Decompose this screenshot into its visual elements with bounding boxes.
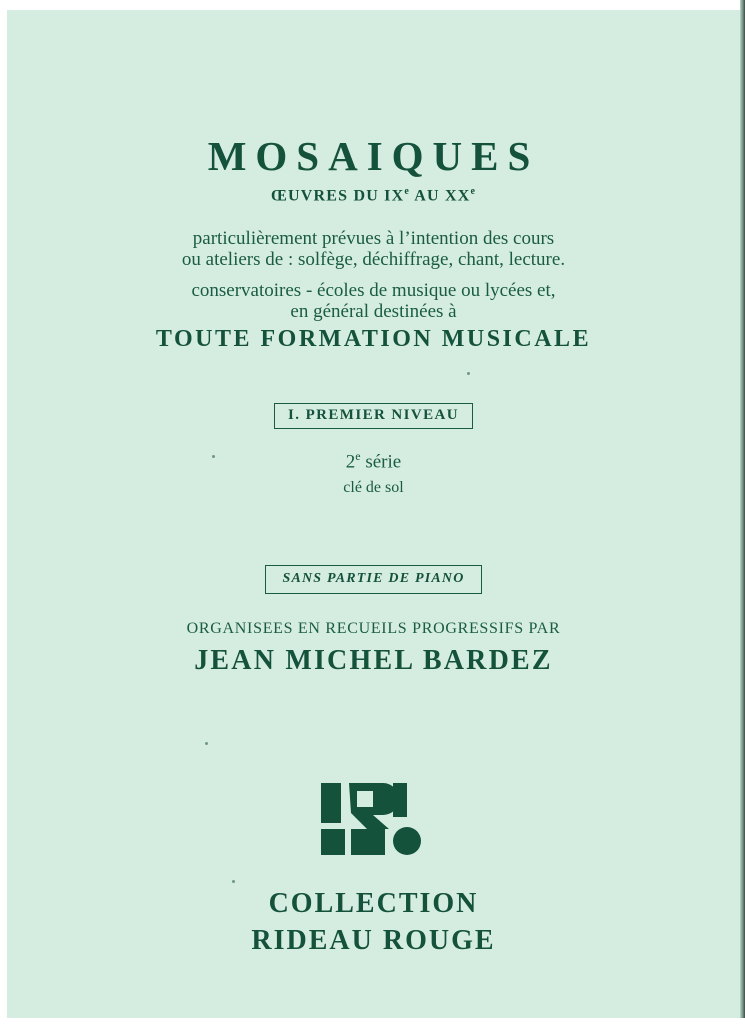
series-ordinal-suffix: e bbox=[355, 449, 361, 463]
description-line-1: particulièrement prévues à l’intention des cours bbox=[192, 228, 555, 249]
page-edge-bottom bbox=[0, 1018, 745, 1024]
description-line-3: conservatoires - écoles de musique ou lycées et, bbox=[191, 279, 556, 301]
piano-box-container bbox=[7, 565, 740, 594]
no-piano-part-badge: SANS PARTIE DE PIANO bbox=[265, 565, 481, 594]
series-label bbox=[7, 449, 740, 473]
subtitle-sup-second: e bbox=[470, 186, 477, 197]
author-name: JEAN MICHEL BARDEZ bbox=[194, 645, 553, 676]
level-badge: I. PREMIER NIVEAU bbox=[274, 403, 473, 429]
level-box-container bbox=[7, 403, 740, 429]
series-number: 2 bbox=[345, 451, 356, 473]
clef-label: clé de sol bbox=[343, 479, 404, 496]
rideau-rouge-monogram-icon bbox=[319, 775, 429, 867]
formation-heading: TOUTE FORMATION MUSICALE bbox=[155, 326, 592, 352]
scan-speck bbox=[205, 742, 208, 745]
series-word: série bbox=[360, 451, 402, 473]
page-edge-left bbox=[0, 0, 7, 1024]
subtitle-sup-first: e bbox=[404, 186, 410, 197]
page-edge-right-shadow bbox=[740, 0, 745, 1024]
scan-speck bbox=[232, 880, 235, 883]
publisher-logo bbox=[7, 775, 740, 872]
organised-by-text: ORGANISEES EN RECUEILS PROGRESSIFS PAR bbox=[186, 620, 561, 637]
description-line-2: ou ateliers de : solfège, déchiffrage, chant, lecture. bbox=[181, 249, 566, 271]
collection-line-2: RIDEAU ROUGE bbox=[251, 925, 496, 956]
collection-line-1: COLLECTION bbox=[268, 888, 479, 919]
scan-speck bbox=[212, 455, 215, 458]
cover-title: MOSAIQUES bbox=[207, 133, 540, 179]
subtitle-middle: AU XX bbox=[409, 187, 471, 205]
description-line-4: en général destinées à bbox=[290, 300, 457, 322]
subtitle-prefix: ŒUVRES DU IX bbox=[270, 187, 405, 205]
cover-subtitle bbox=[7, 186, 740, 205]
description-spacer bbox=[7, 271, 740, 280]
scan-speck bbox=[467, 372, 470, 375]
cover-description bbox=[7, 228, 740, 322]
cover-content bbox=[7, 0, 740, 1018]
